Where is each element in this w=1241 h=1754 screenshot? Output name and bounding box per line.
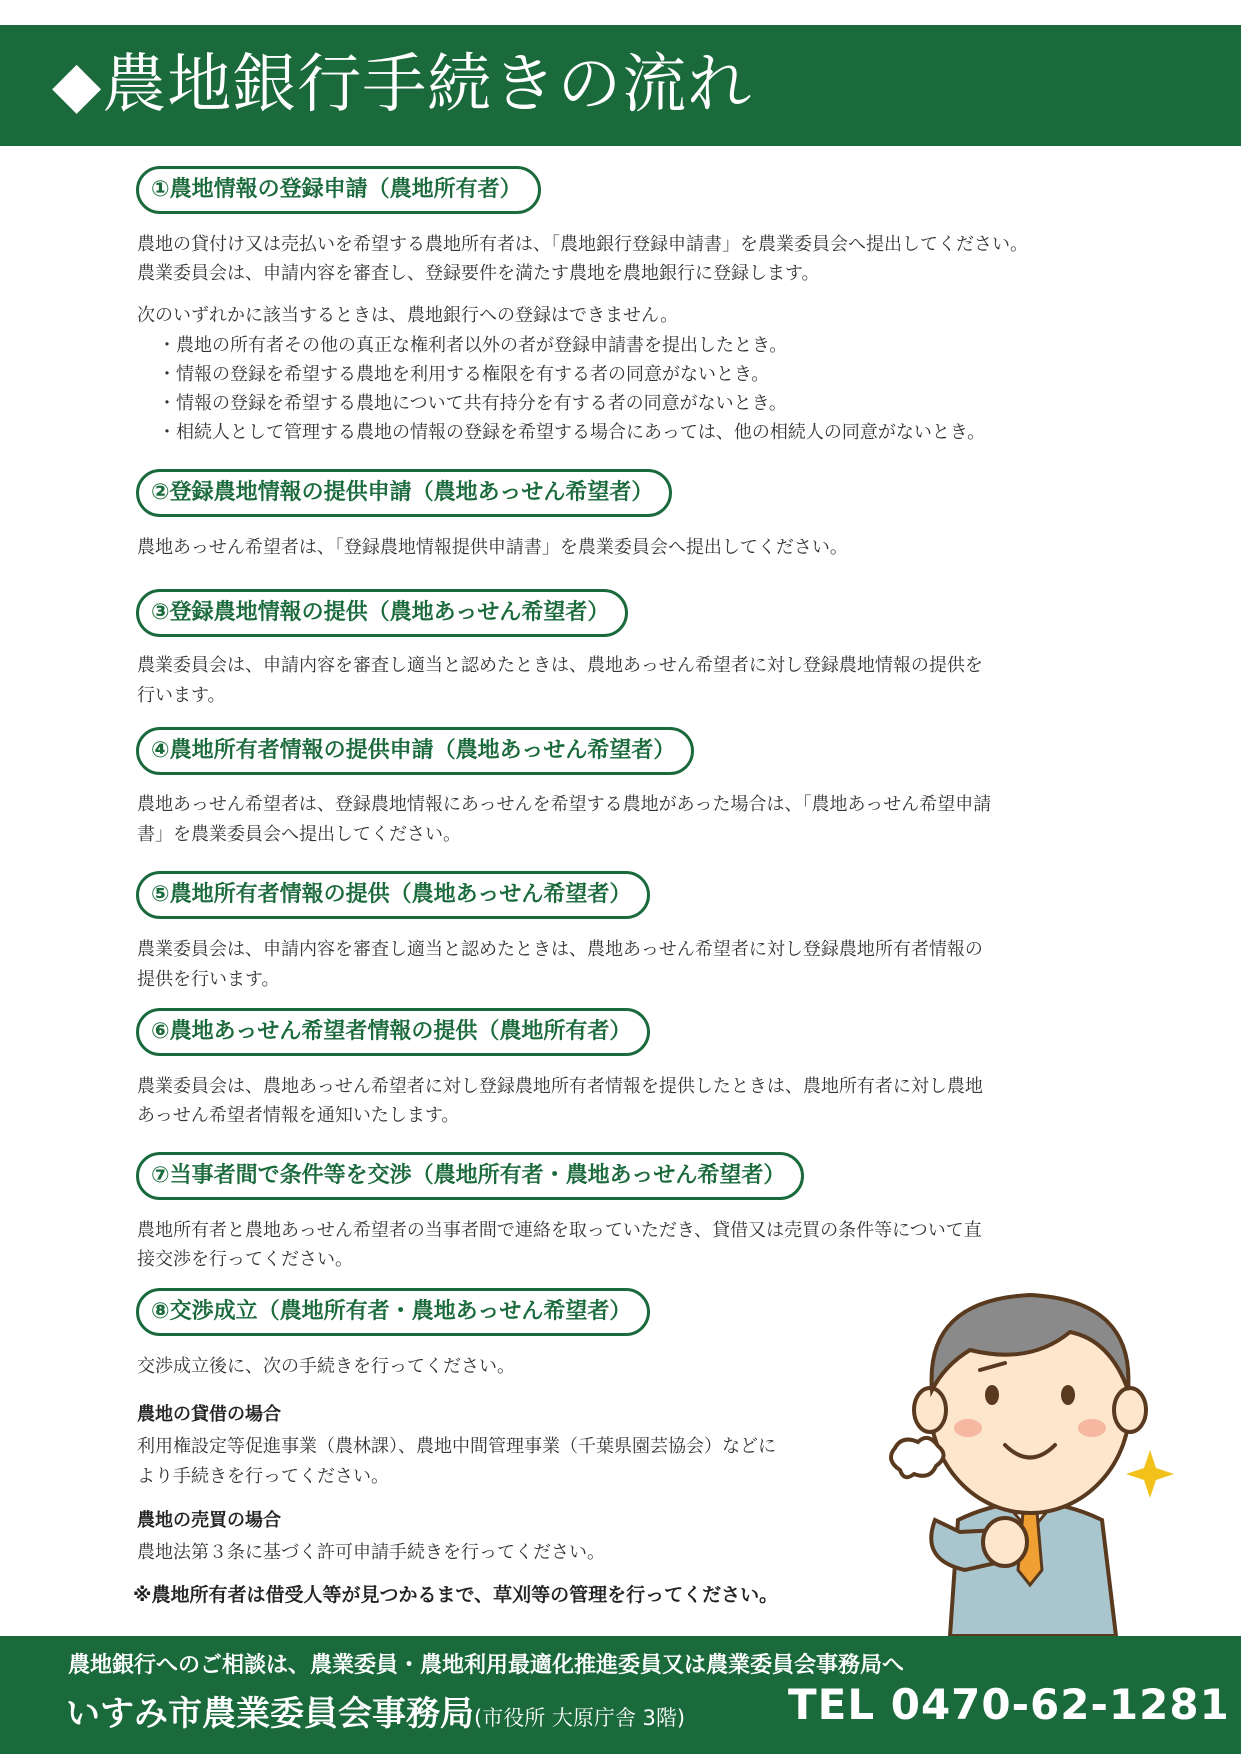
step-4-text-1: 農地あっせん希望者は、登録農地情報にあっせんを希望する農地があった場合は、「農地あっせん希望申請	[137, 794, 992, 815]
step-7-heading: ⑦当事者間で条件等を交渉（農地所有者・農地あっせん希望者）	[136, 1152, 804, 1200]
page-header	[0, 25, 1241, 146]
list-item: ・ 相続人として管理する農地の情報の登録を希望する場合にあっては、他の相続人の同意がないとき。	[158, 418, 1128, 447]
step-2-heading: ②登録農地情報の提供申請（農地あっせん希望者）	[136, 469, 672, 517]
step-1-intro: 次のいずれかに該当するときは、農地銀行への登録はできません。	[137, 305, 679, 326]
step-6-text-1: 農業委員会は、農地あっせん希望者に対し登録農地所有者情報を提供したときは、農地所有者に対し農地	[137, 1076, 983, 1097]
lease-case-text-2: より手続きを行ってください。	[137, 1466, 389, 1487]
step-5-text-2: 提供を行います。	[137, 969, 280, 990]
office-name	[66, 1686, 685, 1735]
lease-case-title: 農地の貸借の場合	[137, 1404, 281, 1425]
sale-case-title: 農地の売買の場合	[137, 1510, 281, 1531]
list-item: ・ 情報の登録を希望する農地を利用する権限を有する者の同意がないとき。	[158, 360, 1128, 389]
phone-number: TEL 0470-62-1281	[788, 1680, 1230, 1729]
step-1-heading: ①農地情報の登録申請（農地所有者）	[136, 166, 541, 214]
businessman-mascot-icon	[880, 1270, 1180, 1636]
step-6-heading: ⑥農地あっせん希望者情報の提供（農地所有者）	[136, 1008, 650, 1056]
list-item: ・ 農地の所有者その他の真正な権利者以外の者が登録申請書を提出したとき。	[158, 331, 1128, 360]
step-4-text-2: 書」を農業委員会へ提出してください。	[137, 824, 461, 845]
step-7-text-1: 農地所有者と農地あっせん希望者の当事者間で連絡を取っていただき、貸借又は売買の条件等について直	[137, 1220, 982, 1241]
lease-case-text-1: 利用権設定等促進事業（農林課）、農地中間管理事業（千葉県園芸協会）などに	[137, 1436, 776, 1457]
office-location: (市役所 大原庁舎 3階)	[474, 1706, 686, 1730]
step-8-text-1: 交渉成立後に、次の手続きを行ってください。	[137, 1356, 515, 1377]
consultation-text: 農地銀行へのご相談は、農業委員・農地利用最適化推進委員又は農業委員会事務局へ	[68, 1653, 905, 1678]
page-title: ◆農地銀行手続きの流れ	[52, 48, 753, 122]
step-1-text-1: 農地の貸付け又は売払いを希望する農地所有者は、「農地銀行登録申請書」を農業委員会へ提出してください。	[137, 234, 1028, 255]
management-note: ※農地所有者は借受人等が見つかるまで、草刈等の管理を行ってください。	[133, 1584, 779, 1606]
step-8-heading: ⑧交渉成立（農地所有者・農地あっせん希望者）	[136, 1288, 650, 1336]
step-5-heading: ⑤農地所有者情報の提供（農地あっせん希望者）	[136, 871, 650, 919]
step-1-text-2: 農業委員会は、申請内容を審査し、登録要件を満たす農地を農地銀行に登録します。	[137, 263, 820, 284]
office-name-text: いすみ市農業委員会事務局	[66, 1694, 474, 1734]
list-item: ・ 情報の登録を希望する農地について共有持分を有する者の同意がないとき。	[158, 389, 1128, 418]
step-4-heading: ④農地所有者情報の提供申請（農地あっせん希望者）	[136, 727, 694, 775]
step-3-text-2: 行います。	[137, 685, 226, 706]
step-3-text-1: 農業委員会は、申請内容を審査し適当と認めたときは、農地あっせん希望者に対し登録農地情報の提供を	[137, 655, 983, 676]
step-2-text-1: 農地あっせん希望者は、「登録農地情報提供申請書」を農業委員会へ提出してください。	[137, 537, 848, 558]
step-3-heading: ③登録農地情報の提供（農地あっせん希望者）	[136, 589, 628, 637]
step-1-bullet-list	[158, 331, 1128, 447]
step-5-text-1: 農業委員会は、申請内容を審査し適当と認めたときは、農地あっせん希望者に対し登録農地所有者情報の	[137, 939, 983, 960]
step-7-text-2: 接交渉を行ってください。	[137, 1249, 353, 1270]
page-footer	[0, 1636, 1241, 1754]
step-6-text-2: あっせん希望者情報を通知いたします。	[137, 1105, 460, 1126]
sale-case-text: 農地法第３条に基づく許可申請手続きを行ってください。	[137, 1542, 605, 1563]
